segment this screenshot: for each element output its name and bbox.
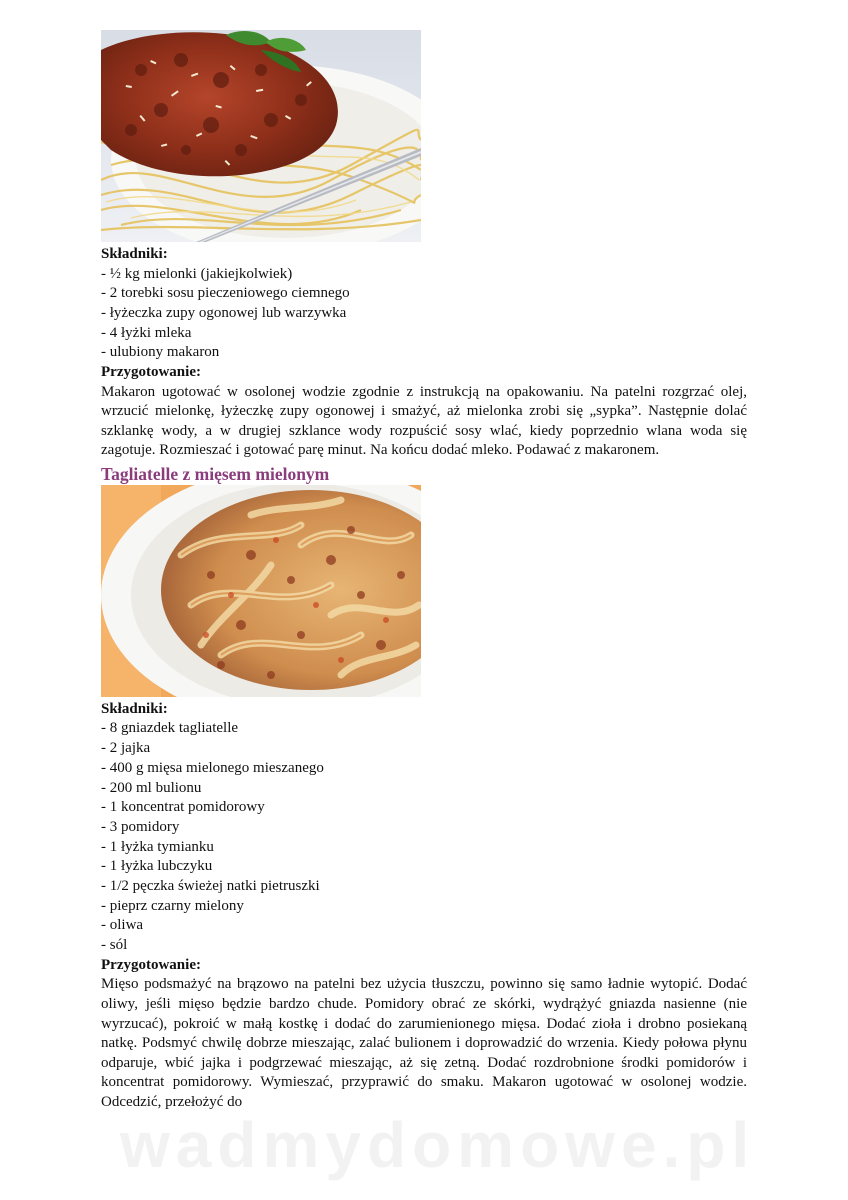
list-item: - sól [101, 937, 128, 954]
tagliatelle-photo [101, 485, 421, 697]
list-item: - 2 torebki sosu pieczeniowego ciemnego [101, 285, 350, 302]
list-item: - łyżeczka zupy ogonowej lub warzywka [101, 304, 347, 321]
list-item: - 4 łyżki mleka [101, 324, 192, 341]
list-item: - pieprz czarny mielony [101, 897, 244, 914]
list-item: - 400 g mięsa mielonego mieszanego [101, 759, 324, 776]
site-watermark: wadmydomowe.pl [120, 1109, 756, 1181]
document-page [101, 30, 747, 1112]
list-item: - 1 łyżka tymianku [101, 838, 214, 855]
list-item: - ½ kg mielonki (jakiejkolwiek) [101, 265, 293, 282]
preparation-heading-2: Przygotowanie: [101, 956, 201, 973]
list-item: - oliwa [101, 917, 144, 934]
list-item: - 200 ml bulionu [101, 779, 202, 796]
ingredients-heading-1: Składniki: [101, 246, 168, 262]
preparation-text-1: Makaron ugotować w osolonej wodzie zgodnie z instrukcją na opakowaniu. Na patelni rozgrzać olej, wrzucić mielonkę, łyżeczkę zupy ogonowej i smażyć, aż mielonka zrobi się „sypka”. Następnie dolać szklankę wody, a w drugiej szklance wody rozpuścić sosy wlać, kiedy poprzednio wlana woda się zagotuje. Rozmieszać i gotować parę minut. Na końcu dodać mleko. Podawać z makaronem. [101, 383, 747, 459]
list-item: - ulubiony makaron [101, 344, 220, 361]
list-item: - 2 jajka [101, 740, 151, 757]
recipe-title-tagliatelle: Tagliatelle z mięsem mielonym [101, 463, 330, 484]
preparation-text-2: Mięso podsmażyć na brązowo na patelni bez użycia tłuszczu, powinno się samo ładnie wytopić. Dodać oliwy, jeśli mięso będzie bardzo chude. Pomidory obrać ze skórki, wydrążyć gniazda nasienne (nie wyrzucać), pokroić w małą kostkę i dodać do zarumienionego mięsa. Dodać zioła i drobno posiekaną natkę. Podsmyć chwilę dobrze mieszając, zalać bulionem i doprowadzić do wrzenia. Kiedy połowa płynu odparuje, wbić jajka i podgrzewać mieszając, aż się zetną. Dodać rozdrobnione środki pomidorów i koncentrat pomidorowy. Wymieszać, przyprawić do smaku. Makaron ugotować w osolonej wodzie. Odcedzić, przełożyć do [101, 976, 747, 1110]
list-item: - 1/2 pęczka świeżej natki pietruszki [101, 878, 320, 895]
list-item: - 1 koncentrat pomidorowy [101, 799, 265, 816]
ingredients-list-2 [101, 719, 747, 955]
list-item: - 1 łyżka lubczyku [101, 858, 213, 875]
ingredients-list-1 [101, 265, 747, 364]
ingredients-heading-2: Składniki: [101, 700, 168, 717]
list-item: - 3 pomidory [101, 818, 180, 835]
list-item: - 8 gniazdek tagliatelle [101, 720, 239, 737]
preparation-heading-1: Przygotowanie: [101, 364, 201, 381]
spaghetti-bolognese-photo [101, 30, 421, 242]
